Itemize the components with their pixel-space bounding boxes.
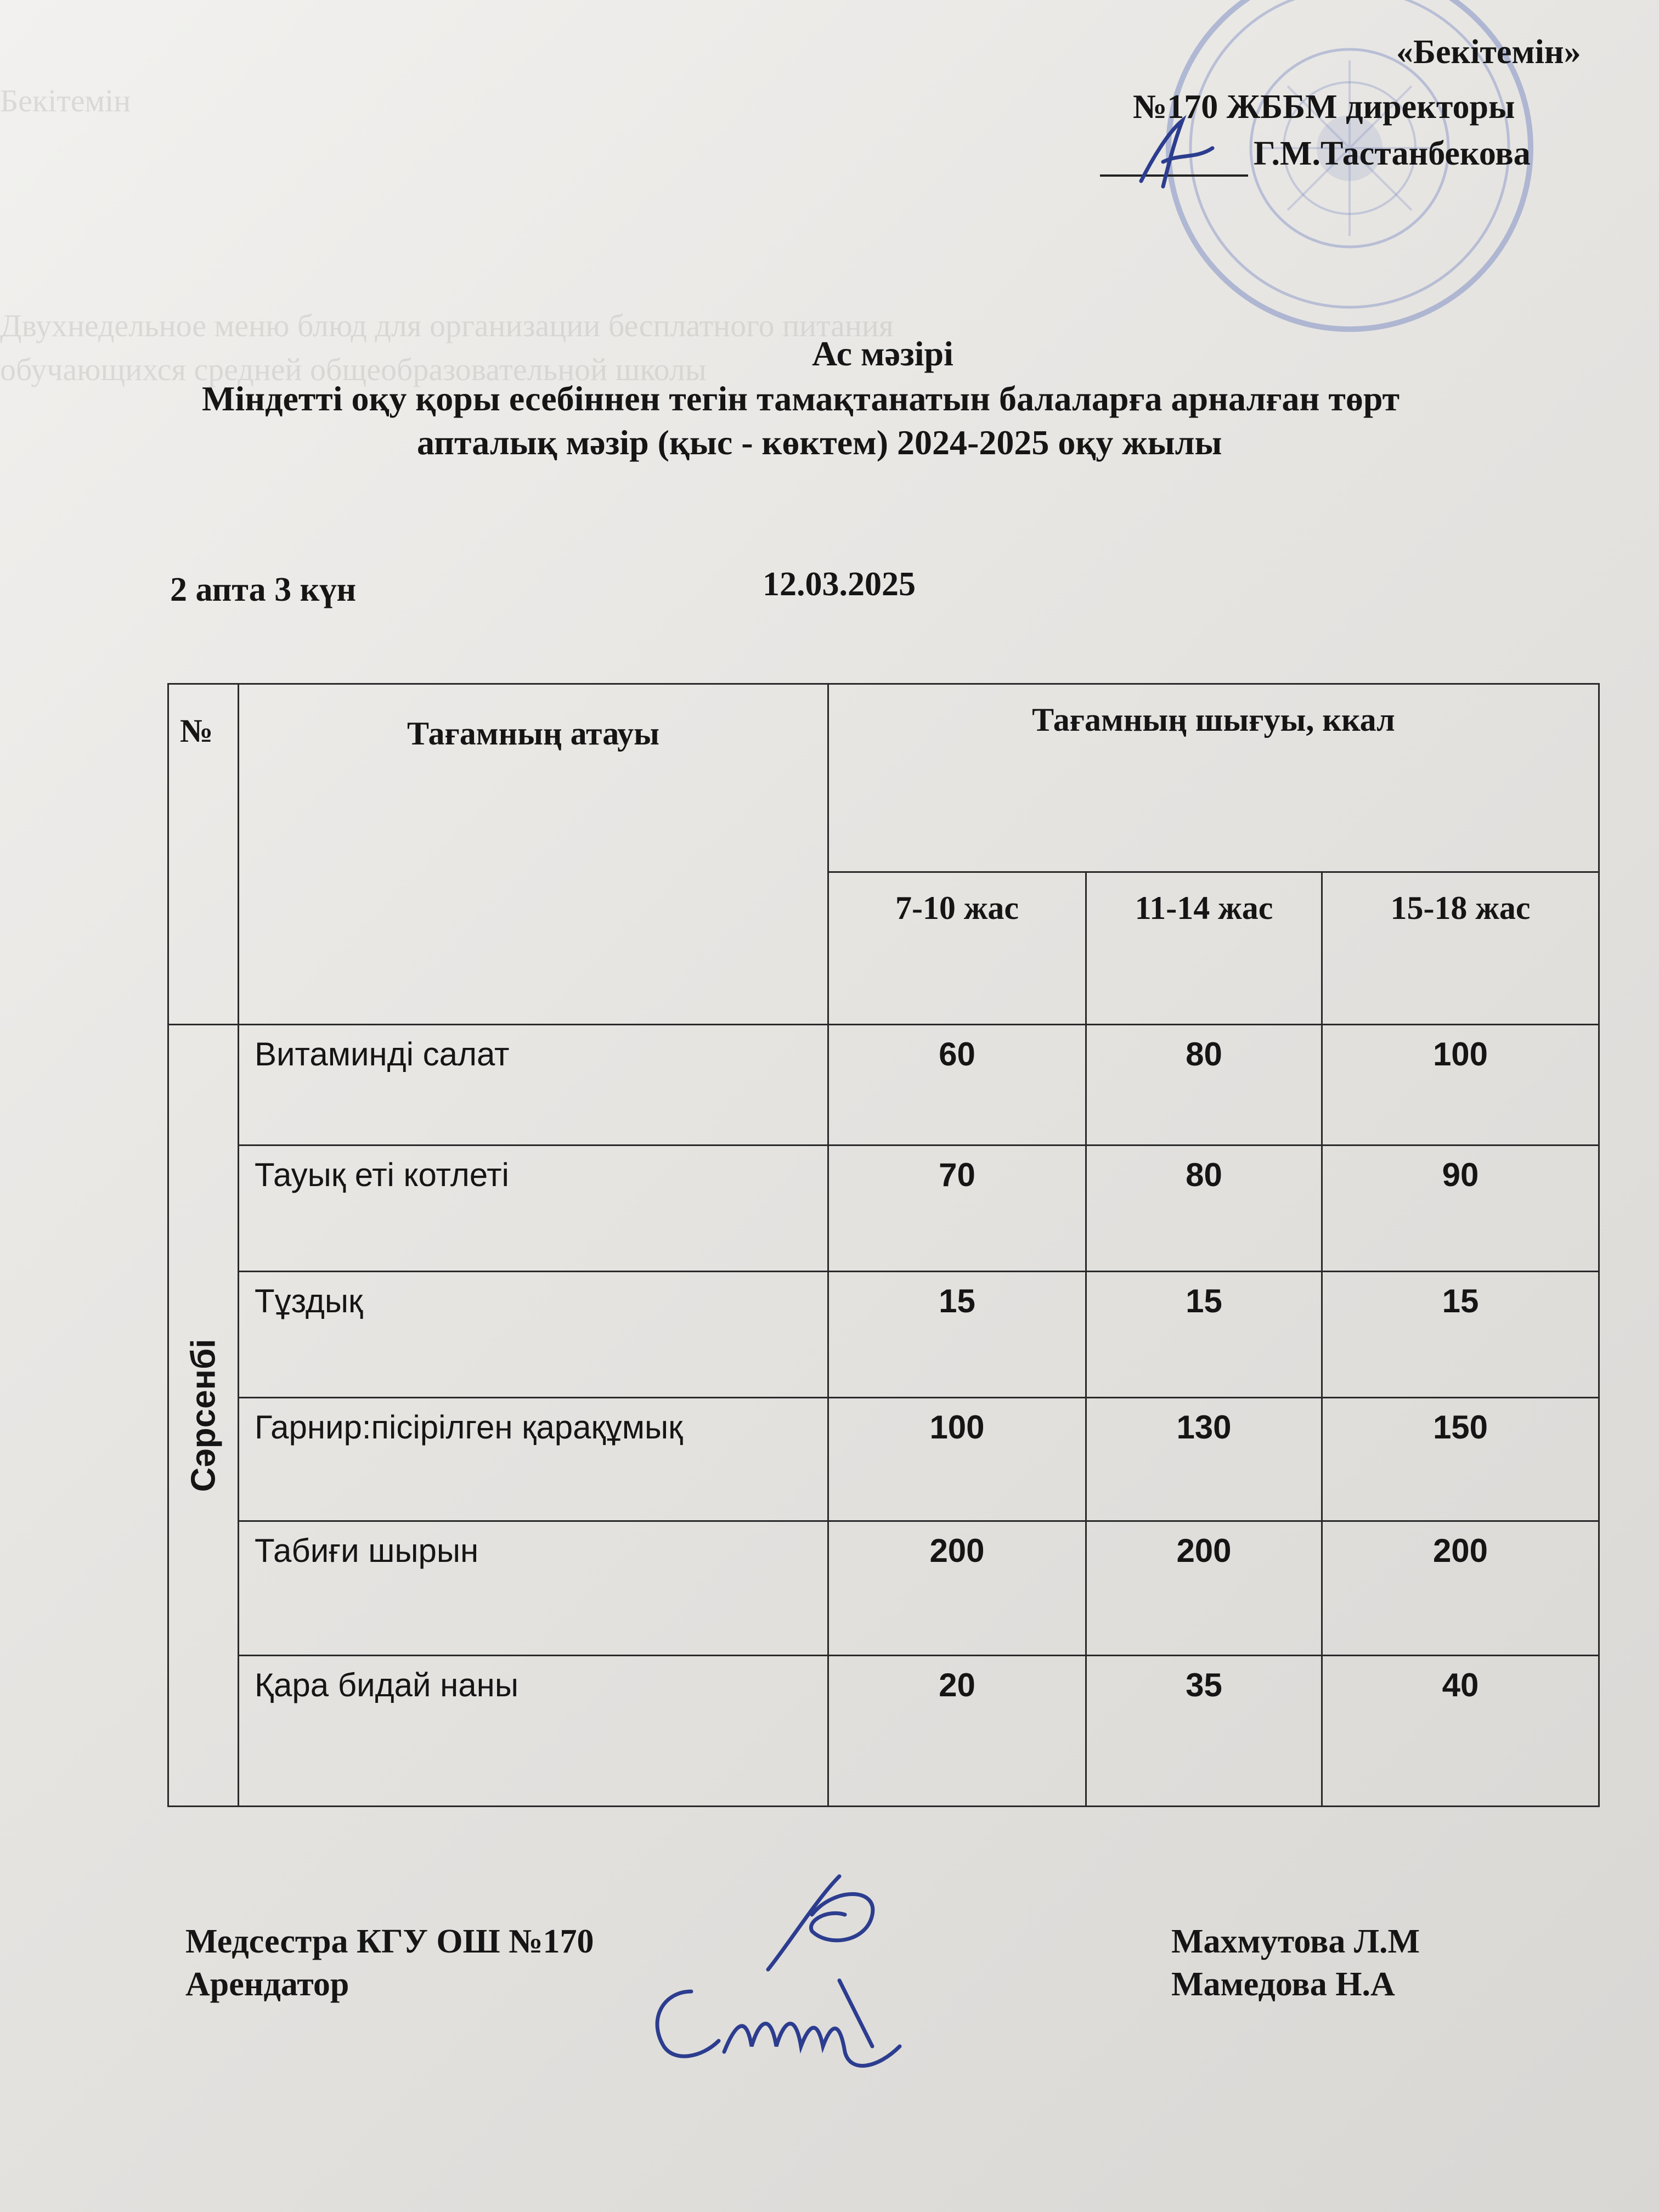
menu-table [167, 683, 1600, 1807]
dish-name: Тауық еті котлеті [239, 1146, 828, 1272]
week-day-label: 2 апта 3 күн [170, 571, 357, 608]
menu-subtitle-line2: апталық мәзір (қыс - көктем) 2024-2025 оқу жылы [417, 423, 1222, 462]
dish-name: Тұздық [239, 1272, 828, 1398]
approval-name: Г.М.Тастанбекова [1254, 135, 1531, 172]
day-cell [168, 1025, 239, 1807]
value-7-10: 20 [828, 1656, 1086, 1807]
table-row [168, 1398, 1599, 1521]
approval-position: №170 ЖББМ директоры [1133, 88, 1515, 126]
day-label: Сәрсенбі [184, 1339, 222, 1492]
table-row [168, 1656, 1599, 1807]
table-row [168, 1025, 1599, 1146]
footer-signatories-left [185, 1920, 594, 2006]
value-15-18: 40 [1322, 1656, 1599, 1807]
col-header-dish-name: Тағамның атауы [239, 684, 828, 1025]
value-15-18: 90 [1322, 1146, 1599, 1272]
col-header-age-11-14: 11-14 жас [1086, 872, 1322, 1025]
menu-date: 12.03.2025 [763, 566, 916, 603]
value-15-18: 100 [1322, 1025, 1599, 1146]
table-header-row [168, 684, 1599, 872]
value-15-18: 15 [1322, 1272, 1599, 1398]
director-signature [1130, 110, 1229, 198]
value-11-14: 15 [1086, 1272, 1322, 1398]
value-15-18: 150 [1322, 1398, 1599, 1521]
table-row [168, 1521, 1599, 1656]
nurse-signature [752, 1865, 894, 1986]
tenant-signature [642, 1970, 916, 2079]
col-header-age-15-18: 15-18 жас [1322, 872, 1599, 1025]
value-7-10: 60 [828, 1025, 1086, 1146]
dish-name: Табиғи шырын [239, 1521, 828, 1656]
value-15-18: 200 [1322, 1521, 1599, 1656]
nurse-title: Медсестра КГУ ОШ №170 [185, 1923, 594, 1960]
col-header-number: № [168, 684, 239, 1025]
value-11-14: 200 [1086, 1521, 1322, 1656]
bleed-through-text: обучающихся средней общеобразовательной школы [0, 352, 707, 387]
footer-signatories-right [1171, 1920, 1420, 2006]
tenant-title: Арендатор [185, 1966, 349, 2003]
value-7-10: 70 [828, 1146, 1086, 1272]
value-11-14: 130 [1086, 1398, 1322, 1521]
menu-subtitle-line1: Міндетті оқу қоры есебіннен тегін тамақтанатын балаларға арналған төрт [202, 379, 1400, 418]
value-7-10: 15 [828, 1272, 1086, 1398]
dish-name: Қара бидай наны [239, 1656, 828, 1807]
value-11-14: 80 [1086, 1146, 1322, 1272]
dish-name: Витаминді салат [239, 1025, 828, 1146]
bleed-through-text: Двухнедельное меню блюд для организации бесплатного питания [0, 308, 894, 343]
col-header-age-7-10: 7-10 жас [828, 872, 1086, 1025]
dish-name: Гарнир:пісірілген қарақұмық [239, 1398, 828, 1521]
tenant-name: Мамедова Н.А [1171, 1966, 1395, 2003]
col-header-yield: Тағамның шығуы, ккал [828, 684, 1599, 872]
value-11-14: 80 [1086, 1025, 1322, 1146]
table-row [168, 1146, 1599, 1272]
bleed-through-text: Бекітемін [0, 83, 131, 119]
table-row [168, 1272, 1599, 1398]
approval-label: «Бекітемін» [1396, 33, 1581, 71]
nurse-name: Махмутова Л.М [1171, 1923, 1420, 1960]
value-7-10: 200 [828, 1521, 1086, 1656]
value-7-10: 100 [828, 1398, 1086, 1521]
menu-title: Ас мәзірі [812, 334, 953, 373]
value-11-14: 35 [1086, 1656, 1322, 1807]
